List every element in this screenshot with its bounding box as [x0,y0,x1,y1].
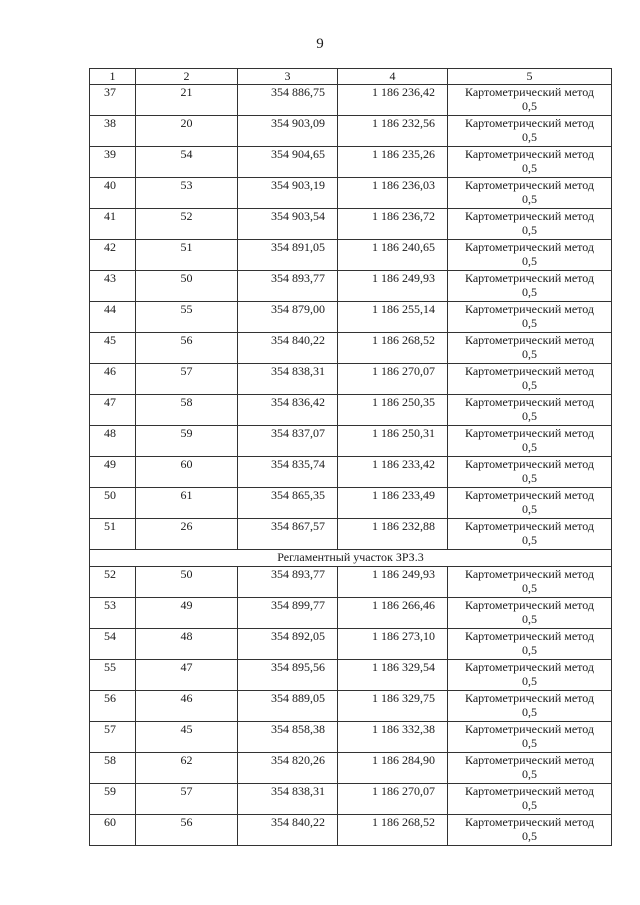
method-cell [448,116,612,147]
method-text: Картометрический метод [464,784,595,798]
point-number-cell: 60 [90,815,136,846]
x-coordinate-cell: 354 899,77 [238,598,338,629]
method-text: Картометрический метод [464,240,595,254]
table-row [90,116,612,147]
method-text: Картометрический метод [464,722,595,736]
method-cell [448,364,612,395]
point-id-cell: 50 [136,567,238,598]
method-text: Картометрический метод [464,815,595,829]
header-col-4: 4 [338,69,448,85]
method-text: Картометрический метод [464,271,595,285]
point-id-cell: 45 [136,722,238,753]
point-id-cell: 26 [136,519,238,550]
point-id-cell: 49 [136,598,238,629]
header-col-5: 5 [448,69,612,85]
y-coordinate-cell: 1 186 284,90 [338,753,448,784]
accuracy-text: 0,5 [522,502,537,516]
method-text: Картометрический метод [464,457,595,471]
point-number-cell: 41 [90,209,136,240]
table-row [90,147,612,178]
method-cell [448,395,612,426]
accuracy-text: 0,5 [522,99,537,113]
y-coordinate-cell: 1 186 236,42 [338,85,448,116]
x-coordinate-cell: 354 903,54 [238,209,338,240]
x-coordinate-cell: 354 891,05 [238,240,338,271]
accuracy-text: 0,5 [522,471,537,485]
y-coordinate-cell: 1 186 232,88 [338,519,448,550]
table-row [90,519,612,550]
point-number-cell: 42 [90,240,136,271]
point-id-cell: 60 [136,457,238,488]
point-id-cell: 47 [136,660,238,691]
method-text: Картометрический метод [464,488,595,502]
point-id-cell: 55 [136,302,238,333]
table-row [90,209,612,240]
y-coordinate-cell: 1 186 233,42 [338,457,448,488]
y-coordinate-cell: 1 186 270,07 [338,784,448,815]
method-cell [448,598,612,629]
method-cell [448,519,612,550]
header-col-2: 2 [136,69,238,85]
point-id-cell: 61 [136,488,238,519]
table-header-row [90,69,612,85]
table-row [90,660,612,691]
accuracy-text: 0,5 [522,409,537,423]
method-cell [448,691,612,722]
accuracy-text: 0,5 [522,223,537,237]
point-id-cell: 20 [136,116,238,147]
table-row [90,567,612,598]
table-row [90,691,612,722]
point-number-cell: 56 [90,691,136,722]
point-id-cell: 53 [136,178,238,209]
table-row [90,815,612,846]
method-text: Картометрический метод [464,333,595,347]
header-col-3: 3 [238,69,338,85]
accuracy-text: 0,5 [522,316,537,330]
point-id-cell: 51 [136,240,238,271]
point-id-cell: 62 [136,753,238,784]
table-row [90,271,612,302]
header-col-1: 1 [90,69,136,85]
accuracy-text: 0,5 [522,581,537,595]
x-coordinate-cell: 354 835,74 [238,457,338,488]
point-number-cell: 40 [90,178,136,209]
method-text: Картометрический метод [464,598,595,612]
method-cell [448,426,612,457]
method-text: Картометрический метод [464,364,595,378]
accuracy-text: 0,5 [522,347,537,361]
method-cell [448,240,612,271]
y-coordinate-cell: 1 186 232,56 [338,116,448,147]
method-text: Картометрический метод [464,147,595,161]
accuracy-text: 0,5 [522,192,537,206]
section-row [90,550,612,567]
point-number-cell: 53 [90,598,136,629]
method-cell [448,209,612,240]
table-row [90,457,612,488]
accuracy-text: 0,5 [522,612,537,626]
point-number-cell: 38 [90,116,136,147]
point-number-cell: 43 [90,271,136,302]
point-number-cell: 55 [90,660,136,691]
point-number-cell: 39 [90,147,136,178]
method-cell [448,815,612,846]
y-coordinate-cell: 1 186 268,52 [338,333,448,364]
table-body [90,85,612,846]
section-title: Регламентный участок ЗРЗ.3 [90,550,612,567]
x-coordinate-cell: 354 865,35 [238,488,338,519]
accuracy-text: 0,5 [522,674,537,688]
table-row [90,426,612,457]
point-id-cell: 59 [136,426,238,457]
accuracy-text: 0,5 [522,736,537,750]
accuracy-text: 0,5 [522,705,537,719]
method-text: Картометрический метод [464,753,595,767]
y-coordinate-cell: 1 186 240,65 [338,240,448,271]
method-text: Картометрический метод [464,426,595,440]
y-coordinate-cell: 1 186 249,93 [338,271,448,302]
accuracy-text: 0,5 [522,643,537,657]
point-id-cell: 56 [136,815,238,846]
page-number: 9 [316,36,324,52]
y-coordinate-cell: 1 186 266,46 [338,598,448,629]
method-cell [448,147,612,178]
table-row [90,85,612,116]
y-coordinate-cell: 1 186 233,49 [338,488,448,519]
method-text: Картометрический метод [464,116,595,130]
accuracy-text: 0,5 [522,440,537,454]
point-number-cell: 45 [90,333,136,364]
x-coordinate-cell: 354 858,38 [238,722,338,753]
accuracy-text: 0,5 [522,254,537,268]
x-coordinate-cell: 354 840,22 [238,333,338,364]
x-coordinate-cell: 354 904,65 [238,147,338,178]
coordinates-table [89,68,612,846]
method-text: Картометрический метод [464,302,595,316]
x-coordinate-cell: 354 892,05 [238,629,338,660]
table-row [90,488,612,519]
y-coordinate-cell: 1 186 332,38 [338,722,448,753]
x-coordinate-cell: 354 903,09 [238,116,338,147]
y-coordinate-cell: 1 186 273,10 [338,629,448,660]
point-id-cell: 56 [136,333,238,364]
point-number-cell: 59 [90,784,136,815]
method-text: Картометрический метод [464,85,595,99]
x-coordinate-cell: 354 895,56 [238,660,338,691]
point-number-cell: 52 [90,567,136,598]
method-cell [448,302,612,333]
x-coordinate-cell: 354 903,19 [238,178,338,209]
method-text: Картометрический метод [464,567,595,581]
table-row [90,395,612,426]
table-row [90,784,612,815]
y-coordinate-cell: 1 186 270,07 [338,364,448,395]
x-coordinate-cell: 354 893,77 [238,271,338,302]
point-id-cell: 52 [136,209,238,240]
x-coordinate-cell: 354 886,75 [238,85,338,116]
point-number-cell: 37 [90,85,136,116]
point-id-cell: 48 [136,629,238,660]
point-number-cell: 57 [90,722,136,753]
x-coordinate-cell: 354 820,26 [238,753,338,784]
table-row [90,722,612,753]
point-id-cell: 21 [136,85,238,116]
method-cell [448,722,612,753]
method-cell [448,660,612,691]
y-coordinate-cell: 1 186 249,93 [338,567,448,598]
method-cell [448,567,612,598]
y-coordinate-cell: 1 186 236,72 [338,209,448,240]
x-coordinate-cell: 354 840,22 [238,815,338,846]
method-text: Картометрический метод [464,209,595,223]
table-row [90,240,612,271]
accuracy-text: 0,5 [522,130,537,144]
point-number-cell: 47 [90,395,136,426]
point-number-cell: 49 [90,457,136,488]
x-coordinate-cell: 354 836,42 [238,395,338,426]
point-number-cell: 48 [90,426,136,457]
table-row [90,178,612,209]
point-number-cell: 44 [90,302,136,333]
method-text: Картометрический метод [464,395,595,409]
point-number-cell: 54 [90,629,136,660]
table-row [90,598,612,629]
x-coordinate-cell: 354 837,07 [238,426,338,457]
table-row [90,333,612,364]
method-cell [448,457,612,488]
table-row [90,629,612,660]
accuracy-text: 0,5 [522,798,537,812]
method-cell [448,271,612,302]
method-cell [448,488,612,519]
x-coordinate-cell: 354 838,31 [238,364,338,395]
method-cell [448,784,612,815]
table-row [90,364,612,395]
point-id-cell: 46 [136,691,238,722]
point-id-cell: 50 [136,271,238,302]
y-coordinate-cell: 1 186 255,14 [338,302,448,333]
y-coordinate-cell: 1 186 235,26 [338,147,448,178]
table-row [90,753,612,784]
accuracy-text: 0,5 [522,533,537,547]
method-cell [448,753,612,784]
method-cell [448,178,612,209]
y-coordinate-cell: 1 186 236,03 [338,178,448,209]
x-coordinate-cell: 354 879,00 [238,302,338,333]
method-cell [448,85,612,116]
point-id-cell: 57 [136,784,238,815]
method-text: Картометрический метод [464,660,595,674]
point-id-cell: 58 [136,395,238,426]
point-number-cell: 51 [90,519,136,550]
x-coordinate-cell: 354 867,57 [238,519,338,550]
point-number-cell: 58 [90,753,136,784]
accuracy-text: 0,5 [522,767,537,781]
accuracy-text: 0,5 [522,161,537,175]
x-coordinate-cell: 354 893,77 [238,567,338,598]
x-coordinate-cell: 354 889,05 [238,691,338,722]
y-coordinate-cell: 1 186 329,54 [338,660,448,691]
point-id-cell: 57 [136,364,238,395]
method-text: Картометрический метод [464,691,595,705]
accuracy-text: 0,5 [522,285,537,299]
method-text: Картометрический метод [464,178,595,192]
point-number-cell: 50 [90,488,136,519]
y-coordinate-cell: 1 186 329,75 [338,691,448,722]
accuracy-text: 0,5 [522,829,537,843]
point-number-cell: 46 [90,364,136,395]
x-coordinate-cell: 354 838,31 [238,784,338,815]
accuracy-text: 0,5 [522,378,537,392]
method-text: Картометрический метод [464,519,595,533]
y-coordinate-cell: 1 186 250,35 [338,395,448,426]
method-cell [448,333,612,364]
point-id-cell: 54 [136,147,238,178]
table-row [90,302,612,333]
y-coordinate-cell: 1 186 250,31 [338,426,448,457]
method-text: Картометрический метод [464,629,595,643]
method-cell [448,629,612,660]
y-coordinate-cell: 1 186 268,52 [338,815,448,846]
